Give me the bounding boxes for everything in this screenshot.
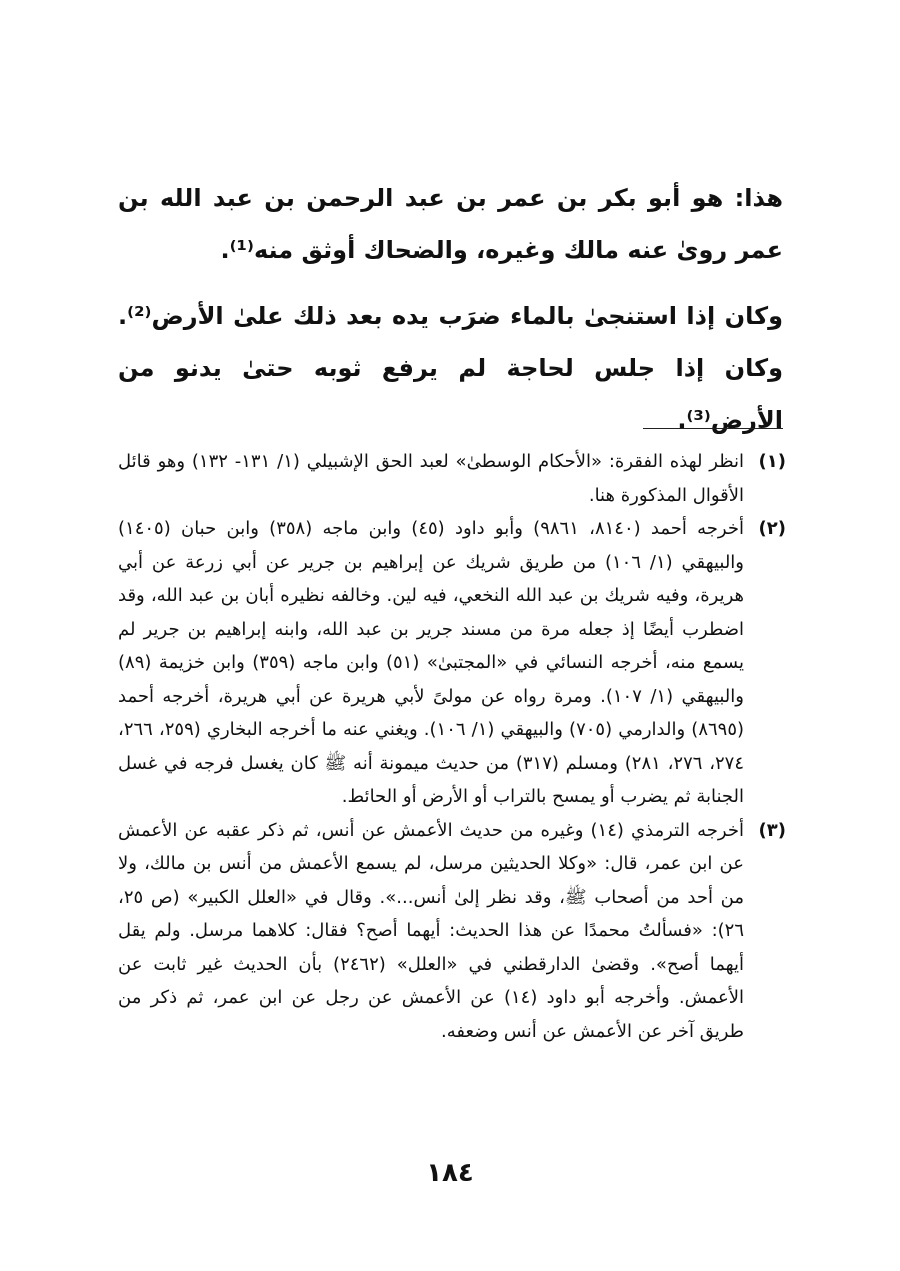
page-number: ١٨٤ — [426, 1158, 474, 1188]
footnote-separator — [643, 428, 783, 429]
footnote-number: (٢) — [758, 518, 786, 539]
footnote-text: أخرجه أحمد (٨١٤٠، ٩٨٦١) وأبو داود (٤٥) وابن ماجه (٣٥٨) وابن حبان (١٤٠٥) والبيهقي (١/ ١٠٦) من طريق شريك عن إبراهيم بن جرير عن أبي زرعة عن أبي هريرة، وفيه شريك بن عبد الله النخعي، فيه لين. وخالفه نظيره أبان بن عبد الله، وقد اضطرب أيضًا إذ جعله مرة من مسند جرير بن عبد الله، وابنه إبراهيم بن جرير لم يسمع منه، أخرجه النسائي في «المجتبىٰ» (٥١) وابن ماجه (٣٥٩) وابن خزيمة (٨٩) والبيهقي (١/ ١٠٧). ومرة رواه عن مولىً لأبي هريرة عن أبي هريرة، أخرجه أحمد (٨٦٩٥) والدارمي (٧٠٥) والبيهقي (١/ ١٠٦). ويغني عنه ما أخرجه البخاري (٢٥٩، ٢٦٦، ٢٧٤، ٢٧٦، ٢٨١) ومسلم (٣١٧) من حديث ميمونة أنه ﷺ كان يغسل فرجه في غسل الجنابة ثم يضرب أو يمسح بالتراب أو الأرض أو الحائط. — [118, 518, 745, 807]
footnote-text: أخرجه الترمذي (١٤) وغيره من حديث الأعمش عن أنس، ثم ذكر عقبه عن الأعمش عن ابن عمر، قال: «وكلا الحديثين مرسل، لم يسمع الأعمش من أنس بن مالك، ولا من أحد من أصحاب ﷺ، وقد نظر إلىٰ أنس...». وقال في «العلل الكبير» (ص ٢٥، ٢٦): «فسألتُ محمدًا عن هذا الحديث: أيهما أصح؟ فقال: كلاهما مرسل. ولم يقل أيهما أصح». وقضىٰ الدارقطني في «العلل» (٢٤٦٢) بأن الحديث غير ثابت عن الأعمش. وأخرجه أبو داود (١٤) عن الأعمش عن رجل عن ابن عمر، ثم ذكر من طريق آخر عن الأعمش عن أنس وضعفه. — [118, 819, 744, 1042]
footnote-number: (٣) — [758, 819, 786, 841]
footnote-number: (١) — [758, 451, 786, 472]
body-paragraph: هذا: هو أبو بكر بن عمر بن عبد الرحمن بن عبد الله بن عمر روىٰ عنه مالك وغيره، والضحاك أوثق منه⁽¹⁾. — [118, 184, 783, 264]
body-paragraph: وكان إذا استنجىٰ بالماء ضرَب يده بعد ذلك علىٰ الأرض⁽²⁾. وكان إذا جلس لحاجة لم يرفع ثوبه حتىٰ يدنو من الأرض⁽³⁾. — [118, 302, 783, 434]
footnote — [118, 814, 786, 1049]
footnote — [118, 512, 786, 814]
footnote-text: انظر لهذه الفقرة: «الأحكام الوسطىٰ» لعبد الحق الإشبيلي (١/ ١٣١- ١٣٢) وهو قائل الأقوال المذكورة هنا. — [118, 451, 745, 506]
footnote — [118, 445, 786, 512]
footnotes-section — [118, 445, 786, 1048]
